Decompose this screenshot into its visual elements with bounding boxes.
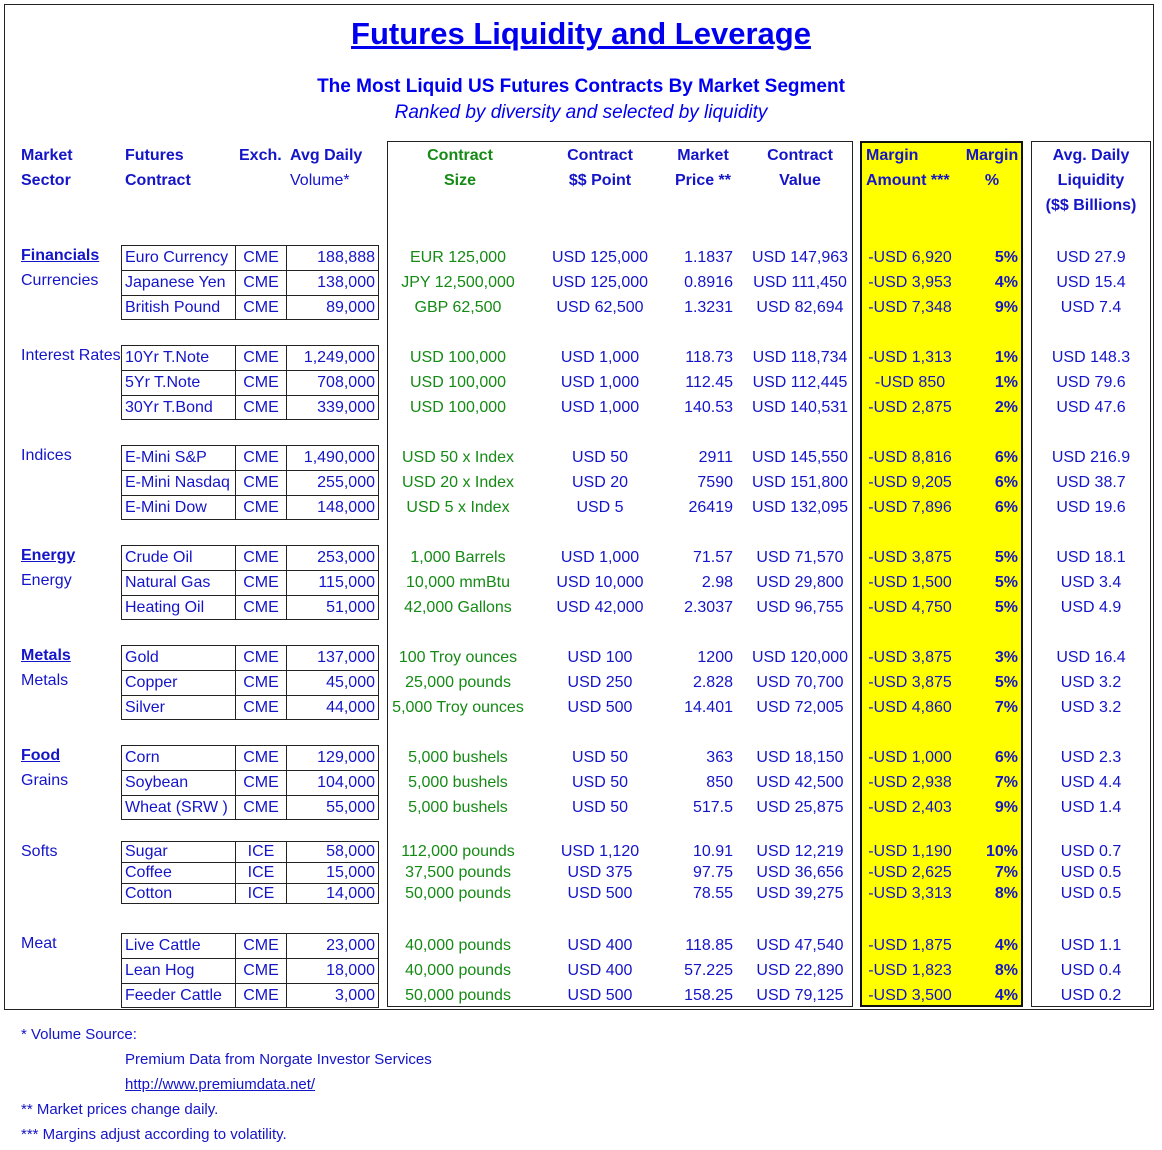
- dollar-point: USD 10,000: [556, 573, 644, 591]
- header-volume-2: Volume*: [290, 172, 350, 189]
- contract-value: USD 145,550: [751, 448, 849, 466]
- dollar-point: USD 100: [567, 648, 633, 666]
- contract-name[interactable]: Gold: [121, 645, 236, 671]
- daily-liquidity: USD 148.3: [1051, 348, 1131, 366]
- market-price: 363: [706, 748, 733, 766]
- contract-size: USD 100,000: [409, 373, 507, 391]
- volume-cell: 45,000: [286, 670, 379, 696]
- volume-cell: 15,000: [286, 862, 379, 884]
- contract-name[interactable]: 10Yr T.Note: [121, 345, 236, 371]
- contract-name[interactable]: Cotton: [121, 883, 236, 904]
- exchange-cell: CME: [235, 295, 287, 320]
- margin-amount: -USD 8,816: [868, 448, 952, 466]
- contract-value: USD 72,005: [756, 698, 844, 716]
- footnote-link[interactable]: http://www.premiumdata.net/: [125, 1076, 316, 1093]
- contract-name[interactable]: Crude Oil: [121, 545, 236, 571]
- footnote-data-provider: Premium Data from Norgate Investor Services: [125, 1051, 432, 1068]
- dollar-point: USD 1,120: [560, 842, 640, 860]
- daily-liquidity: USD 0.4: [1060, 961, 1122, 979]
- daily-liquidity: USD 0.2: [1060, 986, 1122, 1004]
- exchange-cell: CME: [235, 570, 287, 596]
- contract-value: USD 79,125: [756, 986, 844, 1004]
- market-price: 14.401: [684, 698, 733, 716]
- volume-cell: 3,000: [286, 983, 379, 1008]
- volume-cell: 339,000: [286, 395, 379, 420]
- footnote-prices: ** Market prices change daily.: [21, 1101, 219, 1118]
- margin-percent: 5%: [994, 248, 1018, 266]
- dollar-point: USD 1,000: [560, 348, 640, 366]
- exchange-cell: CME: [235, 770, 287, 796]
- contract-value: USD 140,531: [751, 398, 849, 416]
- margin-amount: -USD 3,500: [868, 986, 952, 1004]
- market-price: 140.53: [684, 398, 733, 416]
- sector-label: Energy: [21, 547, 76, 564]
- dollar-point: USD 500: [567, 884, 633, 902]
- margin-amount: -USD 7,348: [868, 298, 952, 316]
- volume-cell: 148,000: [286, 495, 379, 520]
- market-price: 57.225: [684, 961, 733, 979]
- dollar-point: USD 400: [567, 936, 633, 954]
- contract-value: USD 132,095: [751, 498, 849, 516]
- contract-size: 42,000 Gallons: [404, 598, 512, 616]
- margin-percent: 3%: [994, 648, 1018, 666]
- contract-size: EUR 125,000: [409, 248, 507, 266]
- volume-cell: 137,000: [286, 645, 379, 671]
- margin-amount: -USD 4,750: [868, 598, 952, 616]
- contract-name[interactable]: British Pound: [121, 295, 236, 320]
- margin-amount: -USD 4,860: [868, 698, 952, 716]
- margin-amount: -USD 1,313: [868, 348, 952, 366]
- market-price: 26419: [688, 498, 733, 516]
- volume-cell: 255,000: [286, 470, 379, 496]
- contract-size: 10,000 mmBtu: [405, 573, 511, 591]
- contract-size: JPY 12,500,000: [401, 273, 515, 291]
- volume-cell: 51,000: [286, 595, 379, 620]
- market-price: 1200: [697, 648, 733, 666]
- contract-size: USD 100,000: [409, 348, 507, 366]
- contract-size: USD 20 x Index: [401, 473, 515, 491]
- page-subtitle-italic: Ranked by diversity and selected by liquidity: [394, 102, 768, 123]
- dollar-point: USD 50: [571, 748, 629, 766]
- daily-liquidity: USD 4.4: [1060, 773, 1122, 791]
- contract-value: USD 112,445: [752, 373, 848, 391]
- exchange-cell: ICE: [235, 883, 287, 904]
- sector-label: Interest Rates: [21, 347, 121, 364]
- daily-liquidity: USD 3.2: [1060, 673, 1122, 691]
- contract-size: 25,000 pounds: [405, 673, 511, 691]
- contract-name[interactable]: E-Mini Dow: [121, 495, 236, 520]
- dollar-point: USD 62,500: [556, 298, 644, 316]
- contract-value: USD 29,800: [756, 573, 844, 591]
- volume-cell: 89,000: [286, 295, 379, 320]
- contract-value: USD 151,800: [751, 473, 849, 491]
- contract-size: 112,000 pounds: [401, 842, 515, 860]
- daily-liquidity: USD 216.9: [1051, 448, 1131, 466]
- volume-cell: 129,000: [286, 745, 379, 771]
- contract-size: USD 5 x Index: [406, 498, 510, 516]
- market-price: 2.98: [701, 573, 733, 591]
- contract-name[interactable]: Sugar: [121, 841, 236, 863]
- daily-liquidity: USD 38.7: [1056, 473, 1126, 491]
- header-liquidity-1: Avg. Daily: [1052, 147, 1130, 164]
- sector-sublabel: Energy: [21, 572, 72, 589]
- contract-size: 50,000 pounds: [405, 884, 511, 902]
- volume-cell: 55,000: [286, 795, 379, 820]
- exchange-cell: CME: [235, 958, 287, 984]
- exchange-cell: CME: [235, 445, 287, 471]
- margin-percent: 5%: [994, 598, 1018, 616]
- market-price: 1.1837: [684, 248, 733, 266]
- contract-value: USD 70,700: [756, 673, 844, 691]
- exchange-cell: CME: [235, 595, 287, 620]
- dollar-point: USD 5: [576, 498, 624, 516]
- daily-liquidity: USD 4.9: [1060, 598, 1122, 616]
- header-exchange: Exch.: [239, 147, 282, 164]
- margin-amount: -USD 2,403: [868, 798, 952, 816]
- exchange-cell: CME: [235, 470, 287, 496]
- dollar-point: USD 50: [571, 448, 629, 466]
- contract-size: 5,000 Troy ounces: [392, 698, 524, 716]
- exchange-cell: CME: [235, 695, 287, 720]
- margin-amount: -USD 9,205: [868, 473, 952, 491]
- header-value-1: Contract: [767, 147, 833, 164]
- market-price: 118.73: [685, 348, 733, 366]
- contract-size: 40,000 pounds: [405, 936, 511, 954]
- dollar-point: USD 1,000: [560, 548, 640, 566]
- market-price: 850: [706, 773, 733, 791]
- header-liquidity-3: ($$ Billions): [1045, 197, 1137, 214]
- contract-size: 50,000 pounds: [405, 986, 511, 1004]
- contract-name[interactable]: Feeder Cattle: [121, 983, 236, 1008]
- volume-cell: 1,490,000: [286, 445, 379, 471]
- contract-value: USD 25,875: [756, 798, 844, 816]
- contract-value: USD 42,500: [756, 773, 844, 791]
- margin-percent: 8%: [994, 884, 1018, 902]
- market-price: 2911: [698, 448, 733, 466]
- sector-sublabel: Currencies: [21, 272, 99, 289]
- contract-name[interactable]: Coffee: [121, 862, 236, 884]
- exchange-cell: CME: [235, 245, 287, 271]
- exchange-cell: CME: [235, 345, 287, 371]
- volume-cell: 23,000: [286, 933, 379, 959]
- margin-percent: 6%: [994, 473, 1018, 491]
- exchange-cell: ICE: [235, 862, 287, 884]
- sector-label: Indices: [21, 447, 72, 464]
- header-contract-2: Contract: [125, 172, 191, 189]
- contract-name[interactable]: Live Cattle: [121, 933, 236, 959]
- daily-liquidity: USD 16.4: [1056, 648, 1126, 666]
- contract-name[interactable]: E-Mini Nasdaq: [121, 470, 236, 496]
- header-margin-pct-2: %: [984, 172, 1000, 189]
- margin-amount: -USD 1,875: [868, 936, 952, 954]
- margin-amount: -USD 3,875: [868, 648, 952, 666]
- margin-percent: 6%: [994, 448, 1018, 466]
- margin-percent: 4%: [994, 986, 1018, 1004]
- margin-percent: 5%: [994, 673, 1018, 691]
- dollar-point: USD 50: [571, 798, 629, 816]
- margin-amount: -USD 7,896: [868, 498, 952, 516]
- daily-liquidity: USD 15.4: [1056, 273, 1126, 291]
- margin-amount: -USD 3,313: [868, 884, 952, 902]
- header-value-2: Value: [779, 172, 821, 189]
- contract-name[interactable]: Natural Gas: [121, 570, 236, 596]
- header-volume-1: Avg Daily: [290, 147, 363, 164]
- contract-size: 100 Troy ounces: [398, 648, 518, 666]
- daily-liquidity: USD 0.7: [1060, 842, 1122, 860]
- contract-name[interactable]: 30Yr T.Bond: [121, 395, 236, 420]
- dollar-point: USD 375: [567, 863, 633, 881]
- daily-liquidity: USD 1.1: [1060, 936, 1122, 954]
- contract-name[interactable]: Lean Hog: [121, 958, 236, 984]
- header-liquidity-2: Liquidity: [1057, 172, 1125, 189]
- dollar-point: USD 42,000: [556, 598, 644, 616]
- contract-name[interactable]: Soybean: [121, 770, 236, 796]
- contract-value: USD 82,694: [756, 298, 844, 316]
- exchange-cell: ICE: [235, 841, 287, 863]
- contract-value: USD 39,275: [756, 884, 844, 902]
- contract-name[interactable]: Euro Currency: [121, 245, 236, 271]
- header-contract-1: Futures: [125, 147, 184, 164]
- margin-percent: 7%: [994, 863, 1018, 881]
- volume-cell: 104,000: [286, 770, 379, 796]
- daily-liquidity: USD 79.6: [1056, 373, 1126, 391]
- contract-value: USD 120,000: [751, 648, 849, 666]
- volume-cell: 115,000: [286, 570, 379, 596]
- volume-cell: 138,000: [286, 270, 379, 296]
- volume-cell: 14,000: [286, 883, 379, 904]
- market-price: 78.55: [692, 884, 733, 902]
- contract-size: GBP 62,500: [414, 298, 502, 316]
- volume-cell: 253,000: [286, 545, 379, 571]
- contract-size: 5,000 bushels: [408, 773, 508, 791]
- exchange-cell: CME: [235, 270, 287, 296]
- dollar-point: USD 500: [567, 986, 633, 1004]
- contract-value: USD 12,219: [756, 842, 844, 860]
- sector-sublabel: Metals: [21, 672, 69, 689]
- daily-liquidity: USD 19.6: [1056, 498, 1126, 516]
- dollar-point: USD 125,000: [551, 273, 649, 291]
- contract-name[interactable]: Corn: [121, 745, 236, 771]
- margin-amount: -USD 1,823: [868, 961, 952, 979]
- contract-value: USD 18,150: [756, 748, 844, 766]
- margin-amount: -USD 850: [874, 373, 946, 391]
- exchange-cell: CME: [235, 670, 287, 696]
- page-title: Futures Liquidity and Leverage: [351, 16, 811, 51]
- dollar-point: USD 125,000: [551, 248, 649, 266]
- header-price-1: Market: [677, 147, 729, 164]
- volume-cell: 18,000: [286, 958, 379, 984]
- contract-value: USD 36,656: [756, 863, 844, 881]
- margin-amount: -USD 1,500: [868, 573, 952, 591]
- margin-percent: 5%: [994, 548, 1018, 566]
- market-price: 0.8916: [684, 273, 733, 291]
- dollar-point: USD 20: [571, 473, 629, 491]
- margin-percent: 1%: [994, 373, 1018, 391]
- margin-percent: 6%: [994, 498, 1018, 516]
- margin-percent: 7%: [994, 698, 1018, 716]
- contract-size: 37,500 pounds: [405, 863, 511, 881]
- footnote-volume-source: * Volume Source:: [21, 1026, 137, 1043]
- contract-value: USD 111,450: [753, 273, 847, 291]
- dollar-point: USD 500: [567, 698, 633, 716]
- market-price: 158.25: [684, 986, 733, 1004]
- volume-cell: 44,000: [286, 695, 379, 720]
- margin-amount: -USD 1,190: [868, 842, 952, 860]
- margin-amount: -USD 6,920: [868, 248, 952, 266]
- header-size-1: Contract: [427, 147, 493, 164]
- exchange-cell: CME: [235, 933, 287, 959]
- market-price: 1.3231: [684, 298, 733, 316]
- market-price: 7590: [697, 473, 733, 491]
- contract-name[interactable]: E-Mini S&P: [121, 445, 236, 471]
- market-price: 112.45: [685, 373, 733, 391]
- sector-label: Financials: [21, 247, 100, 264]
- daily-liquidity: USD 0.5: [1060, 884, 1122, 902]
- market-price: 97.75: [692, 863, 733, 881]
- exchange-cell: CME: [235, 370, 287, 396]
- margin-percent: 6%: [994, 748, 1018, 766]
- header-sector-1: Market: [21, 147, 73, 164]
- daily-liquidity: USD 7.4: [1060, 298, 1122, 316]
- dollar-point: USD 400: [567, 961, 633, 979]
- dollar-point: USD 50: [571, 773, 629, 791]
- market-price: 71.57: [692, 548, 733, 566]
- header-margin-pct-1: Margin: [965, 147, 1019, 164]
- sector-label: Meat: [21, 935, 57, 952]
- footnote-margins: *** Margins adjust according to volatility.: [21, 1126, 287, 1143]
- contract-size: 1,000 Barrels: [410, 548, 506, 566]
- daily-liquidity: USD 2.3: [1060, 748, 1122, 766]
- contract-size: USD 50 x Index: [401, 448, 515, 466]
- contract-value: USD 96,755: [756, 598, 844, 616]
- daily-liquidity: USD 3.2: [1060, 698, 1122, 716]
- margin-amount: -USD 2,625: [868, 863, 952, 881]
- margin-percent: 4%: [994, 273, 1018, 291]
- header-size-2: Size: [443, 172, 476, 189]
- margin-percent: 9%: [994, 298, 1018, 316]
- sector-sublabel: Grains: [21, 772, 69, 789]
- daily-liquidity: USD 18.1: [1056, 548, 1126, 566]
- contract-name[interactable]: Wheat (SRW ): [121, 795, 236, 820]
- margin-percent: 8%: [994, 961, 1018, 979]
- margin-percent: 2%: [994, 398, 1018, 416]
- dollar-point: USD 1,000: [560, 373, 640, 391]
- daily-liquidity: USD 0.5: [1060, 863, 1122, 881]
- exchange-cell: CME: [235, 495, 287, 520]
- margin-amount: -USD 3,953: [868, 273, 952, 291]
- margin-percent: 5%: [994, 573, 1018, 591]
- contract-value: USD 71,570: [756, 548, 844, 566]
- dollar-point: USD 1,000: [560, 398, 640, 416]
- volume-cell: 188,888: [286, 245, 379, 271]
- volume-cell: 1,249,000: [286, 345, 379, 371]
- daily-liquidity: USD 1.4: [1060, 798, 1122, 816]
- margin-amount: -USD 3,875: [868, 548, 952, 566]
- margin-percent: 1%: [994, 348, 1018, 366]
- market-price: 10.91: [692, 842, 733, 860]
- header-price-2: Price **: [674, 172, 732, 189]
- exchange-cell: CME: [235, 983, 287, 1008]
- contract-value: USD 147,963: [751, 248, 849, 266]
- daily-liquidity: USD 47.6: [1056, 398, 1126, 416]
- sector-label: Softs: [21, 843, 58, 860]
- dollar-point: USD 250: [567, 673, 633, 691]
- contract-value: USD 22,890: [756, 961, 844, 979]
- daily-liquidity: USD 3.4: [1060, 573, 1122, 591]
- contract-name[interactable]: Japanese Yen: [121, 270, 236, 296]
- header-margin-amount-2: Amount ***: [866, 172, 950, 189]
- sector-label: Metals: [21, 647, 71, 664]
- contract-name[interactable]: Heating Oil: [121, 595, 236, 620]
- header-margin-amount-1: Margin: [866, 147, 919, 164]
- margin-amount: -USD 1,000: [868, 748, 952, 766]
- contract-size: 5,000 bushels: [408, 798, 508, 816]
- contract-name[interactable]: Silver: [121, 695, 236, 720]
- contract-size: USD 100,000: [409, 398, 507, 416]
- exchange-cell: CME: [235, 645, 287, 671]
- market-price: 118.85: [685, 936, 733, 954]
- margin-percent: 4%: [994, 936, 1018, 954]
- exchange-cell: CME: [235, 395, 287, 420]
- contract-size: 5,000 bushels: [408, 748, 508, 766]
- header-sector-2: Sector: [21, 172, 71, 189]
- market-price: 2.3037: [684, 598, 733, 616]
- contract-size: 40,000 pounds: [405, 961, 511, 979]
- margin-percent: 10%: [985, 842, 1018, 860]
- margin-percent: 7%: [994, 773, 1018, 791]
- margin-amount: -USD 3,875: [868, 673, 952, 691]
- sector-label: Food: [21, 747, 61, 764]
- page-subtitle: The Most Liquid US Futures Contracts By Market Segment: [317, 76, 845, 97]
- exchange-cell: CME: [235, 545, 287, 571]
- margin-amount: -USD 2,875: [868, 398, 952, 416]
- exchange-cell: CME: [235, 795, 287, 820]
- header-point-2: $$ Point: [568, 172, 632, 189]
- margin-amount: -USD 2,938: [868, 773, 952, 791]
- contract-value: USD 47,540: [756, 936, 844, 954]
- margin-percent: 9%: [994, 798, 1018, 816]
- contract-name[interactable]: 5Yr T.Note: [121, 370, 236, 396]
- daily-liquidity: USD 27.9: [1056, 248, 1126, 266]
- market-price: 2.828: [692, 673, 733, 691]
- contract-name[interactable]: Copper: [121, 670, 236, 696]
- exchange-cell: CME: [235, 745, 287, 771]
- contract-value: USD 118,734: [752, 348, 848, 366]
- header-point-1: Contract: [567, 147, 633, 164]
- volume-cell: 708,000: [286, 370, 379, 396]
- volume-cell: 58,000: [286, 841, 379, 863]
- market-price: 517.5: [692, 798, 733, 816]
